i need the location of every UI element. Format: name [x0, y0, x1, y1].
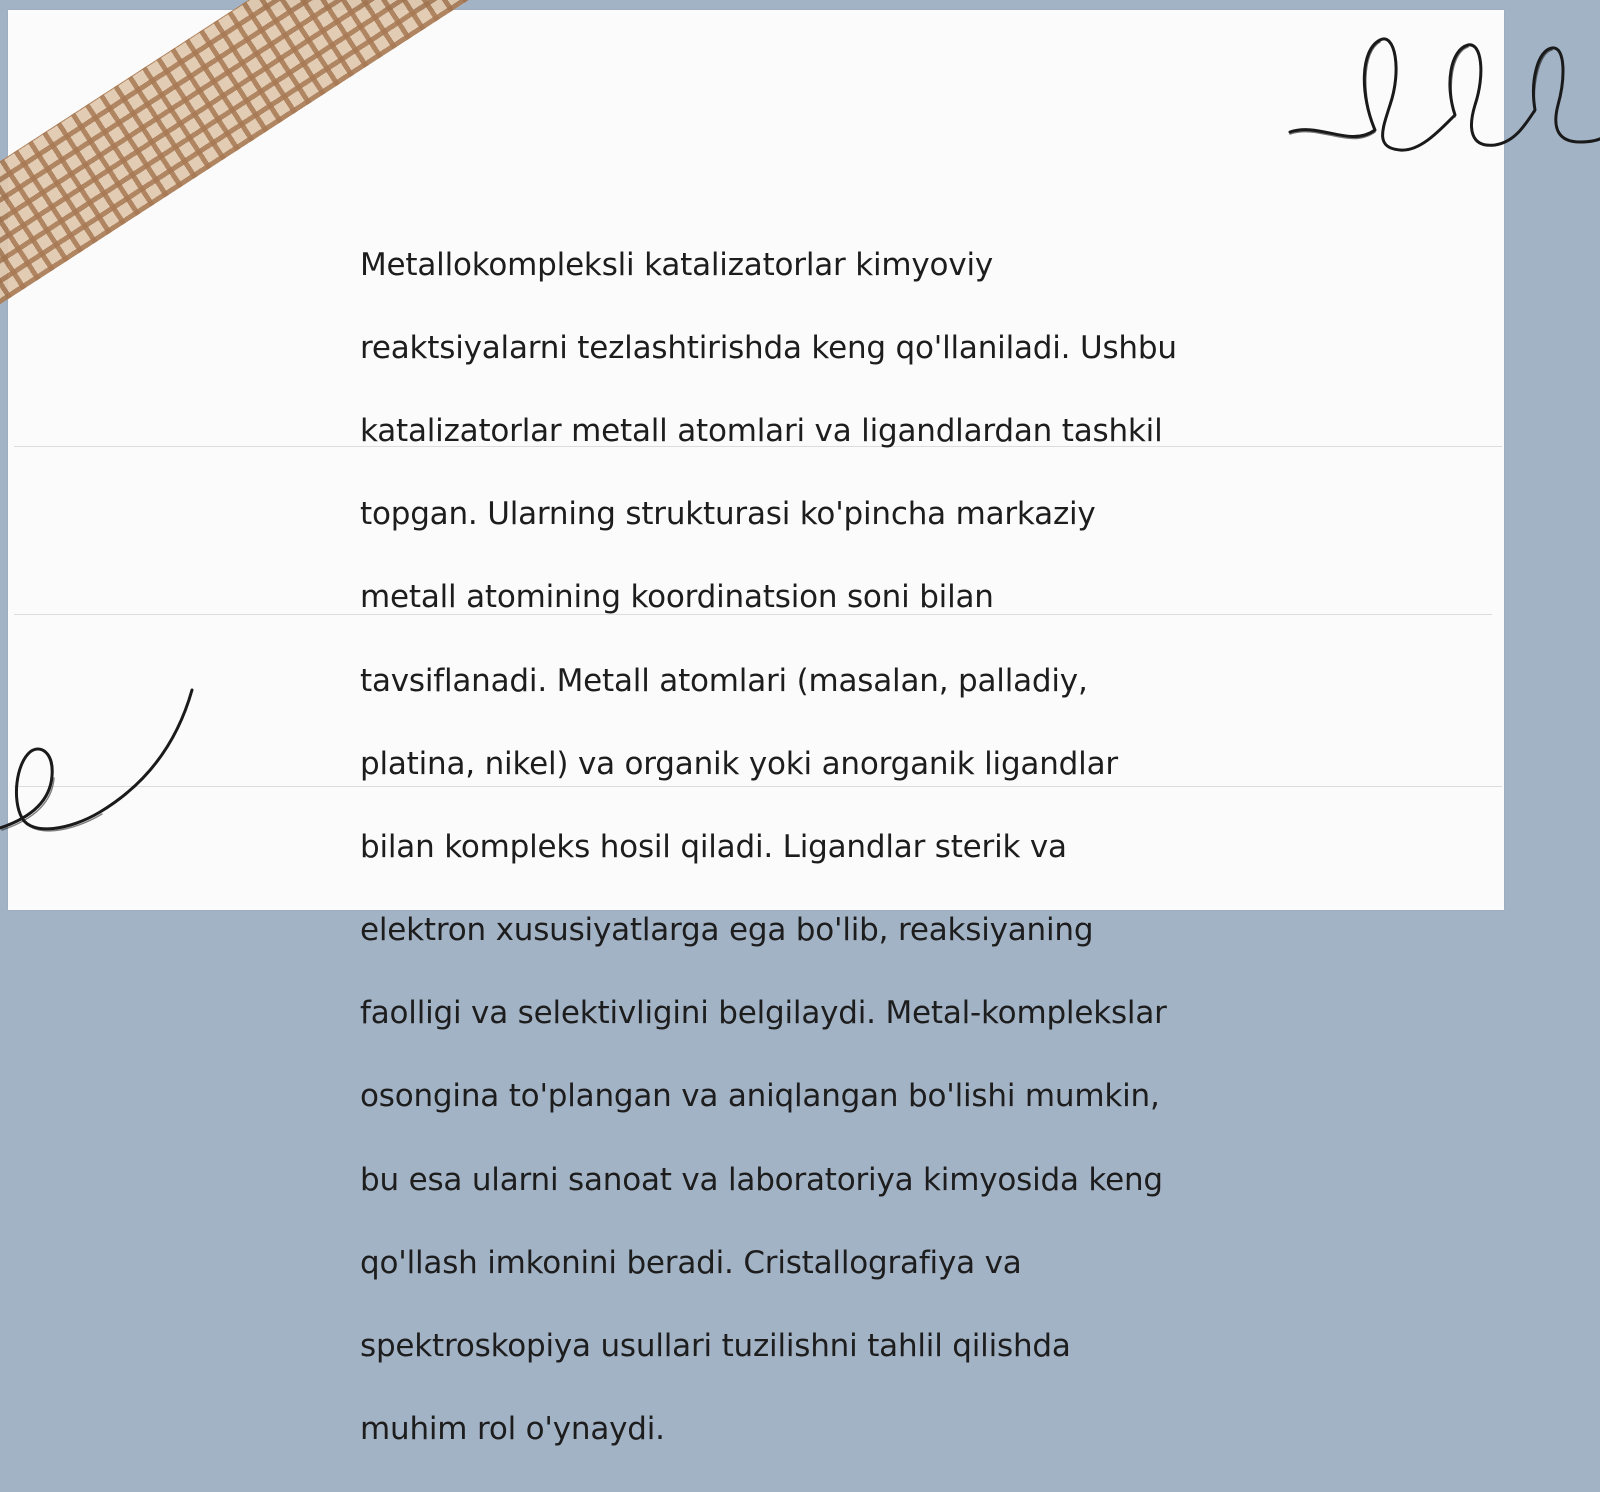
paragraph-line: topgan. Ularning strukturasi ko'pincha markaziy: [360, 496, 1096, 533]
paragraph-line: osongina to'plangan va aniqlangan bo'lishi mumkin,: [360, 1078, 1160, 1115]
paragraph-line: reaktsiyalarni tezlashtirishda keng qo'llaniladi. Ushbu: [360, 329, 1177, 366]
main-paragraph: [360, 203, 1240, 1492]
paragraph-line: platina, nikel) va organik yoki anorganik ligandlar: [360, 745, 1118, 782]
paragraph-line: elektron xususiyatlarga ega bo'lib, reaksiyaning: [360, 912, 1094, 949]
paragraph-line: katalizatorlar metall atomlari va ligandlardan tashkil: [360, 412, 1163, 449]
paragraph-line: metall atomining koordinatsion soni bilan: [360, 579, 994, 616]
paragraph-line: bilan kompleks hosil qiladi. Ligandlar sterik va: [360, 828, 1067, 865]
paragraph-line: bu esa ularni sanoat va laboratoriya kimyosida keng: [360, 1161, 1163, 1198]
paragraph-line: Metallokompleksli katalizatorlar kimyoviy: [360, 246, 994, 283]
paragraph-line: tavsiflanadi. Metall atomlari (masalan, palladiy,: [360, 662, 1088, 699]
paragraph-line: muhim rol o'ynaydi.: [360, 1411, 665, 1448]
cursive-swoosh-icon: [0, 690, 200, 850]
cursive-loops-icon: [1290, 30, 1600, 170]
paragraph-line: faolligi va selektivligini belgilaydi. Metal-komplekslar: [360, 995, 1167, 1032]
paragraph-line: spektroskopiya usullari tuzilishni tahlil qilishda: [360, 1328, 1071, 1365]
paragraph-line: qo'llash imkonini beradi. Cristallografiya va: [360, 1244, 1022, 1281]
